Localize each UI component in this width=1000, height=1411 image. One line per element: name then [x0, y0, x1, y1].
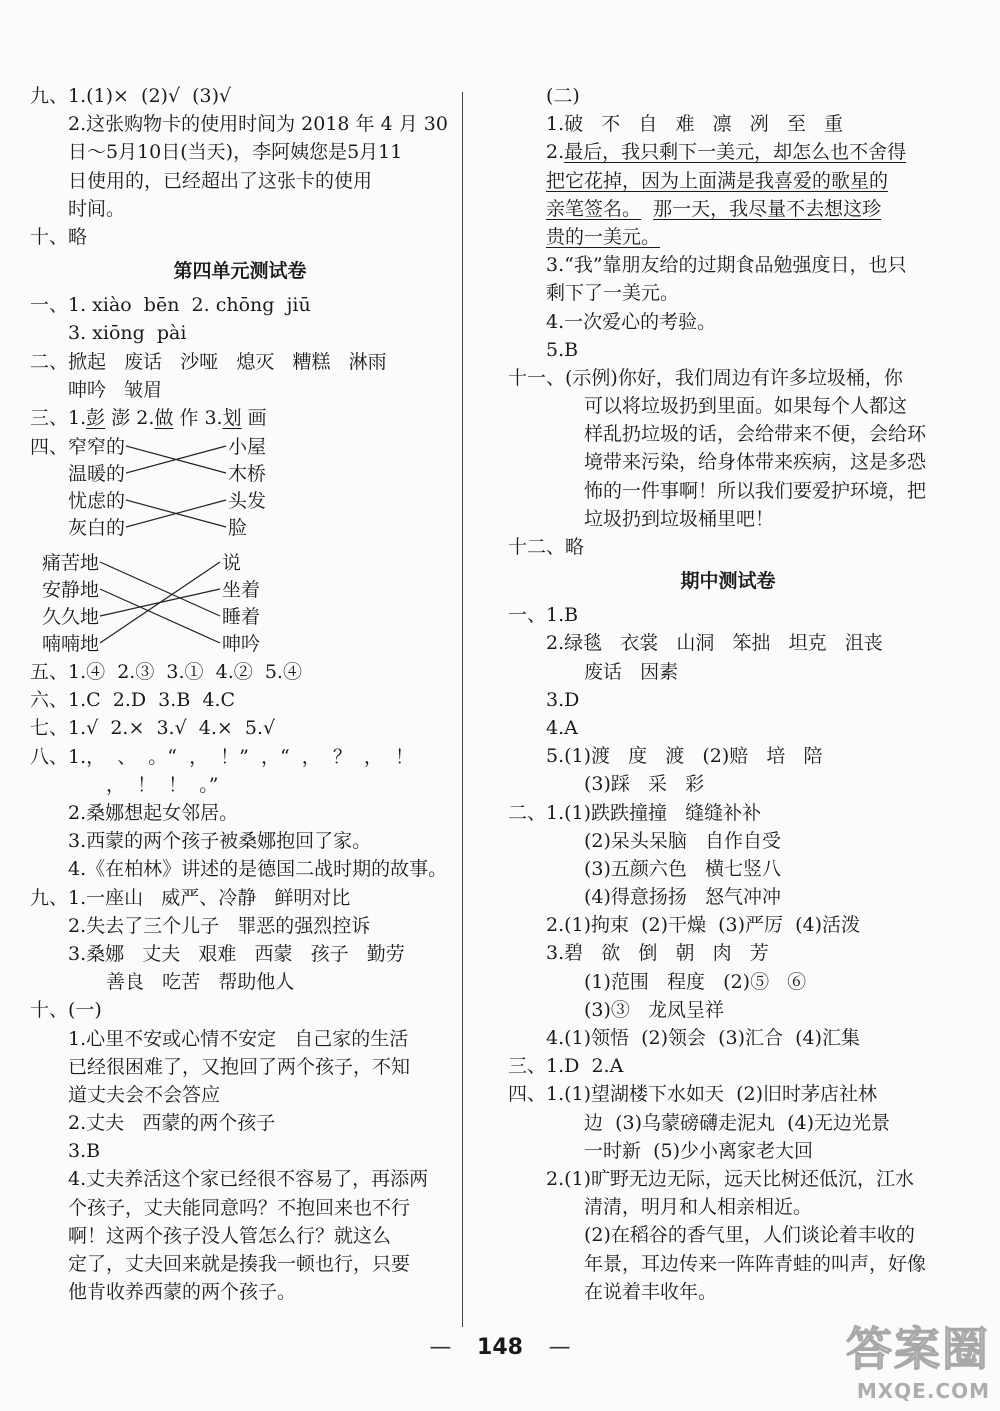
text-line: 3.B: [68, 1140, 101, 1163]
text-line: 二、掀起 废话 沙哑 熄灭 糟糕 淋雨: [30, 350, 387, 373]
footer-dash: —: [429, 1335, 452, 1360]
right-column: [508, 82, 948, 1306]
text-line: 边 (3)乌蒙磅礴走泥丸 (4)无边光景: [584, 1111, 890, 1134]
text-line: 定了，丈夫回来就是揍我一顿也行，只要: [68, 1253, 411, 1275]
section-title: 第四单元测试卷: [173, 260, 307, 283]
text-line: 2.绿毯 衣裳 山洞 笨拙 坦克 沮丧: [546, 632, 883, 655]
text-line: 2.丈夫 西蒙的两个孩子: [68, 1112, 276, 1135]
section-label: 四、: [30, 436, 69, 459]
match-left-item: 安静地: [42, 579, 100, 602]
footer-dash: —: [548, 1335, 571, 1360]
watermark-url: MXQE.COM: [856, 1379, 990, 1403]
match-right-item: 睡着: [222, 606, 261, 629]
text-segment: 澎 2.: [105, 406, 155, 429]
text-line: 4.丈夫养活这个家已经很不容易了，再添两: [68, 1168, 429, 1191]
text-line: 十、略: [30, 225, 88, 248]
match-left-item: 温暖的: [68, 463, 126, 486]
watermark-title: 答案圈: [846, 1322, 990, 1376]
underlined-char: 彭: [86, 406, 106, 429]
text-line: 2.失去了三个儿子 罪恶的强烈控诉: [68, 914, 371, 937]
text-line: 一、1. xiào bēn 2. chōng jiū: [30, 294, 311, 317]
text-line: 清清，明月和人相亲相近。: [584, 1196, 813, 1219]
match-right-item: 小屋: [228, 436, 267, 459]
text-line: 一、1.B: [508, 604, 579, 627]
text-line: 善良 吃苦 帮助他人: [106, 971, 295, 994]
text-line: 已经很困难了，又抱回了两个孩子，不知: [68, 1055, 411, 1078]
text-line: 九、1.一座山 威严、冷静 鲜明对比: [30, 886, 351, 909]
text-line: [30, 404, 450, 432]
text-segment: 2.: [546, 141, 565, 164]
text-line: 他肯收养西蒙的两个孩子。: [68, 1281, 297, 1304]
text-line: 七、1.√ 2.× 3.√ 4.× 5.√: [30, 717, 276, 740]
text-line: [508, 195, 948, 223]
left-column: [30, 82, 450, 1306]
text-line: [508, 138, 948, 166]
text-line: [508, 223, 948, 251]
text-line: (2)在稻谷的香气里，人们谈论着丰收的: [584, 1224, 915, 1247]
text-line: 五、1.④ 2.③ 3.① 4.② 5.④: [30, 661, 302, 684]
text-line: (1)范围 程度 (2)⑤ ⑥: [584, 970, 807, 993]
underlined-text: 那一天，我尽量不去想这珍: [653, 197, 882, 220]
text-line: 境带来污染，给身体带来疾病，这是多恐: [584, 451, 927, 474]
text-line: 3.碧 欲 倒 朝 肉 芳: [546, 942, 769, 965]
text-line: 九、1.(1)× (2)√ (3)√: [30, 85, 232, 107]
text-line: 2.(1)拘束 (2)干燥 (3)严厉 (4)活泼: [546, 914, 861, 937]
match-right-item: 头发: [228, 490, 267, 513]
text-line: 5.B: [546, 338, 579, 361]
column-divider: [462, 92, 463, 1327]
match-right-item: 木桥: [228, 463, 267, 486]
text-line: 十、(一): [30, 999, 102, 1022]
text-line: 个孩子，丈夫能同意吗？不抱回来也不行: [68, 1196, 411, 1219]
matching-exercise: [30, 432, 450, 658]
text-line: 呻吟 皱眉: [68, 378, 163, 401]
text-line: 可以将垃圾扔到里面。如果每个人都这: [584, 395, 908, 418]
text-line: 4.一次爱心的考验。: [546, 310, 717, 333]
section-title: 期中测试卷: [680, 570, 776, 593]
match-line: [100, 562, 220, 616]
text-line: 3.“我”靠朋友给的过期食品勉强度日，也只: [546, 254, 907, 277]
text-line: 3.西蒙的两个孩子被桑娜抱回了家。: [68, 830, 372, 853]
text-segment: 作 3.: [173, 406, 223, 429]
text-line: 样乱扔垃圾的话，会给带来不便，会给环: [584, 423, 927, 446]
match-left-item: 喃喃地: [42, 633, 100, 656]
underlined-text: 最后，我只剩下一美元，却怎么也不舍得: [564, 141, 907, 164]
page-number: 148: [477, 1335, 523, 1360]
text-line: 三、1.D 2.A: [508, 1055, 624, 1078]
underlined-text: 贵的一美元。: [546, 225, 661, 248]
text-line: (3)③ 龙凤呈祥: [584, 998, 725, 1021]
text-line: 啊！这两个孩子没人管怎么行？就这么: [68, 1224, 392, 1247]
match-right-item: 脸: [228, 517, 248, 540]
text-line: 四、1.(1)望湖楼下水如天 (2)旧时茅店社林: [508, 1083, 878, 1106]
text-line: 道丈夫会不会答应: [68, 1083, 221, 1106]
underlined-text: 把它花掉，因为上面满是我喜爱的歌星的: [546, 169, 889, 192]
match-right-item: 坐着: [222, 579, 261, 602]
text-line: 2.这张购物卡的使用时间为 2018 年 4 月 30: [68, 113, 448, 136]
text-line: 1.破 不 自 难 凛 冽 至 重: [546, 113, 843, 136]
text-line: (3)踩 采 彩: [584, 773, 705, 796]
match-line: [100, 562, 220, 643]
text-line: 5.(1)渡 度 渡 (2)赔 培 陪: [546, 745, 823, 768]
text-line: ， ！ ！ 。”: [106, 773, 219, 796]
text-line: 2.桑娜想起女邻居。: [68, 802, 239, 824]
text-line: (3)五颜六色 横七竖八: [584, 857, 782, 880]
text-line: 一时新 (5)少小离家老大回: [584, 1139, 813, 1162]
text-line: 怖的一件事啊！所以我们要爱护环境，把: [584, 479, 927, 502]
match-left-item: 久久地: [42, 606, 100, 629]
text-line: 2.(1)旷野无边无际，远天比树还低沉，江水: [546, 1167, 915, 1190]
text-line: 八、1.， 、 。“ ， ！” ，“ ， ？ ， ！: [30, 745, 414, 768]
underlined-char: 划: [222, 406, 242, 429]
text-line: 十一、(示例)你好，我们周边有许多垃圾桶，你: [508, 366, 903, 389]
text-line: 废话 因素: [584, 660, 679, 683]
match-right-item: 说: [222, 552, 242, 575]
text-line: 1.心里不安或心情不安定 自己家的生活: [68, 1027, 409, 1050]
underlined-text: 亲笔签名。: [546, 197, 642, 220]
text-line: 十二、略: [508, 536, 585, 558]
text-line: 4.(1)领悟 (2)领会 (3)汇合 (4)汇集: [546, 1027, 861, 1049]
text-line: 日使用的，已经超出了这张卡的使用: [68, 169, 373, 192]
text-line: 二、1.(1)跌跌撞撞 缝缝补补: [508, 801, 762, 824]
text-segment: 三、1.: [30, 406, 87, 429]
match-left-item: 痛苦地: [42, 552, 100, 575]
match-line: [100, 589, 220, 643]
text-line: (4)得意扬扬 怒气冲冲: [584, 886, 782, 909]
matching-lines: [30, 432, 290, 658]
text-line: (2)呆头呆脑 自作自受: [584, 829, 782, 852]
text-line: [508, 167, 948, 195]
text-line: 垃圾扔到垃圾桶里吧！: [584, 507, 775, 530]
text-line: 剩下了一美元。: [546, 282, 680, 305]
text-line: 年景，耳边传来一阵阵青蛙的叫声，好像: [584, 1252, 927, 1275]
match-left-item: 窄窄的: [68, 436, 126, 459]
text-segment: [641, 198, 653, 220]
text-line: 3.桑娜 丈夫 艰难 西蒙 孩子 勤劳: [68, 942, 405, 965]
match-left-item: 忧虑的: [68, 490, 126, 513]
watermark-logo: [846, 1313, 990, 1403]
match-left-item: 灰白的: [68, 517, 126, 540]
text-line: 日～5月10日(当天)，李阿姨您是5月11: [68, 141, 403, 164]
text-segment: 画: [241, 406, 267, 429]
text-line: 4.A: [546, 716, 578, 739]
text-line: 在说着丰收年。: [584, 1280, 718, 1303]
text-line: 4.《在柏林》讲述的是德国二战时期的故事。: [68, 858, 448, 881]
text-line: 时间。: [68, 197, 126, 220]
text-line: (二): [546, 85, 580, 107]
underlined-char: 做: [154, 406, 174, 429]
text-line: 3. xiōng pài: [68, 322, 187, 345]
match-right-item: 呻吟: [222, 633, 261, 656]
text-line: 3.D: [546, 688, 580, 711]
text-line: 六、1.C 2.D 3.B 4.C: [30, 689, 236, 712]
